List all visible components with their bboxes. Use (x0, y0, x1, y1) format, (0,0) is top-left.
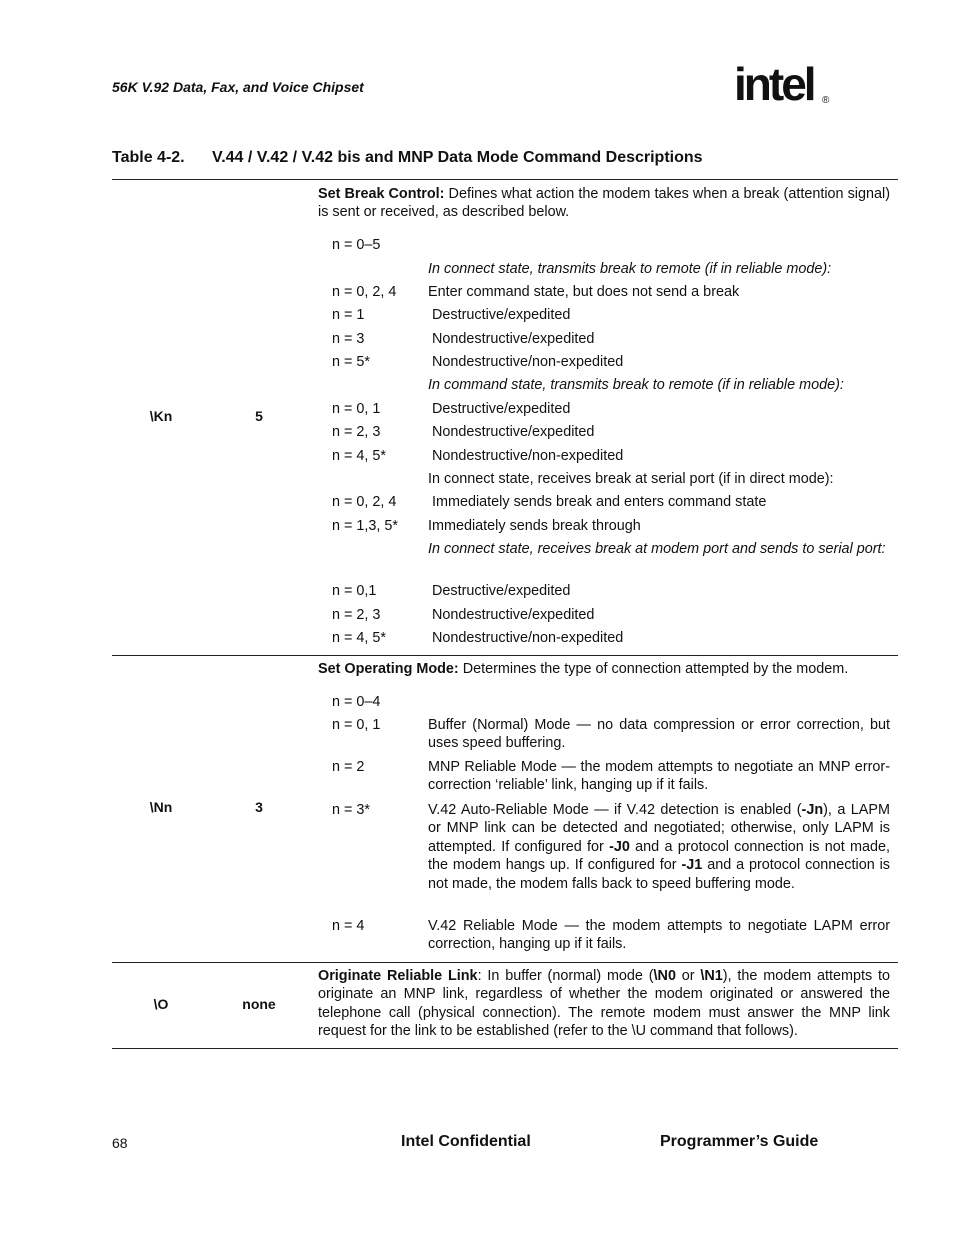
parameter-description: Immediately sends break through (428, 518, 641, 534)
intel-logo (734, 58, 834, 118)
description-part: ), a LAPM or MNP link can be detected and negotiated; otherwise, only LAPM is attempted. If configured for (428, 802, 890, 855)
parameter-value: n = 0, 1 (332, 401, 381, 417)
description-part: ), the modem attempts to originate an MNP link, regardless of whether the modem originated or answered the telephone call (physical connection). The remote modem must answer the MNP link request for the link to be established (refer to the \U command that follows). (318, 968, 891, 1040)
description-part: -J0 (609, 838, 630, 855)
description-part: -J1 (681, 857, 703, 874)
parameter-value: n = 0, 2, 4 (332, 494, 397, 510)
description-part: or (675, 968, 701, 984)
row-divider (112, 962, 898, 963)
parameter-value: n = 0–4 (332, 694, 381, 710)
command-cell: \Nn (149, 799, 173, 815)
parameter-description (428, 801, 890, 893)
parameter-description: Nondestructive/expedited (432, 424, 595, 440)
table-caption (112, 149, 703, 167)
parameter-description: Immediately sends break and enters command state (432, 494, 767, 510)
table-number: Table 4-2. (112, 149, 185, 166)
command-description (318, 967, 890, 1041)
parameter-description: In command state, transmits break to remote (if in reliable mode): (428, 377, 844, 393)
parameter-description: MNP Reliable Mode — the modem attempts to negotiate an MNP error-correction ‘reliable’ link, hanging up if it fails. (428, 759, 890, 794)
command-description (318, 185, 890, 222)
description-part: \N1 (700, 968, 723, 984)
parameter-description: Nondestructive/non-expedited (432, 630, 624, 646)
description-heading: Set Operating Mode: (318, 661, 459, 677)
parameter-description: Nondestructive/expedited (432, 331, 595, 347)
table-bottom-rule (112, 1048, 898, 1049)
footer-guide-title: Programmer’s Guide (660, 1133, 819, 1150)
parameter-description: Destructive/expedited (432, 401, 571, 417)
intel-logo-text: intel (734, 58, 814, 110)
parameter-description: Buffer (Normal) Mode — no data compression or error correction, but uses speed buffering. (428, 717, 890, 752)
parameter-value: n = 1 (332, 307, 365, 323)
description-text: Defines what action the modem takes when a break (attention signal) is sent or received, as described below. (318, 186, 890, 221)
page-number: 68 (112, 1135, 128, 1151)
parameter-description: In connect state, transmits break to remote (if in reliable mode): (428, 261, 832, 277)
parameter-description: Enter command state, but does not send a break (428, 284, 740, 300)
registered-mark: ® (822, 95, 830, 106)
parameter-value: n = 2, 3 (332, 607, 381, 623)
row-divider (112, 655, 898, 656)
command-description (318, 660, 890, 678)
description-part: and a protocol connection is not made, the modem hangs up. If configured for (428, 838, 890, 874)
description-part: \N0 (653, 968, 676, 984)
parameter-value: n = 4, 5* (332, 448, 387, 464)
parameter-value: n = 3* (332, 802, 371, 818)
footer-confidential: Intel Confidential (401, 1133, 531, 1150)
parameter-value: n = 0–5 (332, 237, 381, 253)
parameter-value: n = 3 (332, 331, 365, 347)
parameter-description: Nondestructive/expedited (432, 607, 595, 623)
parameter-value: n = 4 (332, 918, 365, 934)
description-heading: Originate Reliable Link (318, 968, 478, 984)
parameter-value: n = 5* (332, 354, 371, 370)
parameter-value: n = 0, 2, 4 (332, 284, 397, 300)
document-title: 56K V.92 Data, Fax, and Voice Chipset (112, 79, 364, 95)
default-cell: none (242, 996, 276, 1012)
description-part: V.42 Auto-Reliable Mode — if V.42 detection is enabled ( (428, 802, 802, 818)
description-heading: Set Break Control: (318, 186, 445, 202)
table-top-rule (112, 179, 898, 180)
command-cell: \O (153, 996, 169, 1012)
parameter-value: n = 2, 3 (332, 424, 381, 440)
parameter-description: Destructive/expedited (432, 307, 571, 323)
parameter-description: Destructive/expedited (432, 583, 571, 599)
parameter-value: n = 4, 5* (332, 630, 387, 646)
parameter-value: n = 2 (332, 759, 365, 775)
parameter-description: V.42 Reliable Mode — the modem attempts to negotiate LAPM error correction, hanging up if it fails. (428, 918, 890, 953)
parameter-value: n = 0, 1 (332, 717, 381, 733)
parameter-description: Nondestructive/non-expedited (432, 354, 624, 370)
description-part: -Jn (801, 802, 824, 818)
default-cell: 3 (255, 799, 263, 815)
description-text: Determines the type of connection attempted by the modem. (458, 661, 849, 677)
parameter-description: In connect state, receives break at modem port and sends to serial port: (428, 541, 886, 557)
parameter-value: n = 0,1 (332, 583, 377, 599)
table-title: V.44 / V.42 / V.42 bis and MNP Data Mode Command Descriptions (212, 149, 703, 166)
command-cell: \Kn (149, 408, 173, 424)
parameter-description: Nondestructive/non-expedited (432, 448, 624, 464)
description-part: : In buffer (normal) mode ( (477, 968, 654, 984)
default-cell: 5 (255, 408, 263, 424)
description-part: and a protocol connection is not made, the modem falls back to speed buffering mode. (428, 857, 890, 892)
parameter-description: In connect state, receives break at serial port (if in direct mode): (428, 471, 834, 487)
parameter-value: n = 1,3, 5* (332, 518, 399, 534)
